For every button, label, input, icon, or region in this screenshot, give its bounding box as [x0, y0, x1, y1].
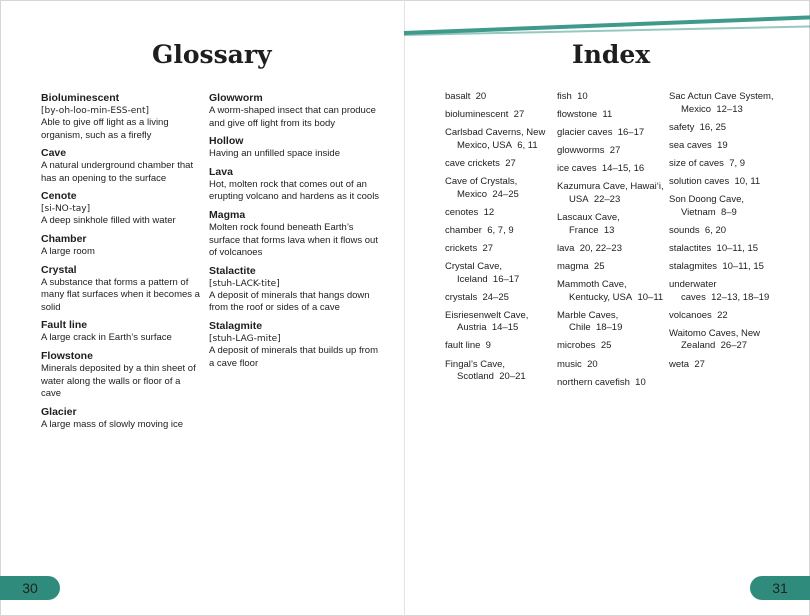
glossary-term: Cave [41, 147, 67, 160]
glossary-definition: Having an unfilled space inside [209, 148, 340, 160]
index-pages: 27 [609, 145, 621, 157]
index-term: Cave of Crystals, Mexico [445, 175, 518, 200]
index-entry [445, 109, 555, 122]
glossary-column-2 [209, 91, 381, 374]
index-entry [669, 194, 789, 219]
index-pages: 11 [602, 109, 613, 121]
glossary-definition: A worm-shaped insect that can produce and give off light from its body [209, 105, 376, 129]
index-term: size of caves [669, 157, 724, 169]
glossary-entry [209, 208, 381, 260]
index-entry [669, 122, 789, 135]
index-term: Lascaux Cave, France [557, 212, 620, 236]
glossary-definition: A large crack in Earth’s surface [41, 332, 172, 344]
index-pages: 12 [483, 206, 495, 218]
glossary-pronunciation: [by-oh-loo-min-ESS-ent] [41, 106, 150, 116]
glossary-definition: A natural underground chamber that has an opening to the surface [41, 160, 194, 184]
index-pages: 22–23 [593, 194, 621, 206]
index-term: underwater caves [669, 279, 717, 303]
index-entry [557, 279, 667, 304]
index-pages: 24–25 [482, 291, 509, 303]
index-term: stalactites [669, 242, 712, 254]
index-term: bioluminescent [445, 109, 509, 121]
index-entry [669, 91, 789, 116]
index-pages: 20 [587, 358, 598, 370]
index-entry [557, 91, 667, 104]
index-entry [557, 359, 667, 372]
index-term: stalagmites [669, 260, 718, 272]
index-entry [557, 310, 667, 335]
index-pages: 7, 9 [729, 157, 746, 169]
index-pages: 27 [482, 242, 494, 254]
index-entry [557, 261, 667, 274]
index-pages: 25 [600, 340, 612, 352]
index-pages: 16–17 [492, 273, 520, 285]
glossary-pronunciation: [stuh-LAG-mite] [209, 333, 281, 344]
index-entry [557, 243, 667, 256]
index-term: Sac Actun Cave System, Mexico [669, 91, 774, 115]
glossary-term: Glacier [41, 405, 77, 418]
index-pages: 20–21 [499, 371, 526, 383]
glossary-term: Crystal [41, 263, 77, 276]
index-pages: 19 [717, 139, 728, 151]
index-term: crystals [445, 291, 478, 303]
index-term: Mammoth Cave, Kentucky, USA [557, 279, 633, 303]
index-entry [445, 158, 555, 171]
glossary-term: Chamber [41, 232, 87, 245]
glossary-term: Bioluminescent [41, 92, 120, 104]
glossary-entry [209, 319, 381, 370]
index-entry [669, 310, 789, 323]
index-pages: 16–17 [617, 127, 645, 139]
index-entry [669, 261, 789, 274]
index-entry [557, 109, 667, 122]
index-entry [445, 225, 555, 238]
index-pages: 10–11 [637, 291, 664, 303]
index-term: Fingal’s Cave, Scotland [445, 358, 506, 383]
index-term: fish [557, 91, 572, 102]
index-term: Kazumura Cave, Hawai‘i, USA [557, 181, 664, 206]
index-entry [557, 377, 667, 390]
index-entry [445, 359, 555, 384]
glossary-definition: A substance that forms a pattern of many flat surfaces when it becomes a solid [41, 276, 200, 313]
index-pages: 27 [505, 157, 516, 169]
index-pages: 24–25 [492, 188, 519, 200]
glossary-term: Stalactite [209, 264, 256, 277]
index-term: northern cavefish [557, 376, 630, 388]
index-entry [557, 145, 667, 158]
index-pages: 26–27 [720, 340, 748, 352]
index-entry [445, 261, 555, 286]
index-term: music [557, 358, 582, 370]
glossary-entry [41, 232, 203, 259]
index-pages: 6, 11 [517, 139, 538, 151]
index-pages: 13 [603, 224, 615, 236]
index-term: cave crickets [445, 157, 500, 169]
index-term: Marble Caves, Chile [557, 309, 619, 334]
index-entry [445, 310, 555, 335]
index-pages: 18–19 [595, 322, 623, 334]
glossary-term: Magma [209, 208, 246, 221]
glossary-definition: Molten rock found beneath Earth’s surface that forms lava when it flows out of volcanoes [209, 221, 378, 259]
index-term: Son Doong Cave, Vietnam [669, 194, 744, 218]
index-entry [445, 340, 555, 353]
index-pages: 12–13 [716, 103, 743, 115]
index-pages: 16, 25 [699, 121, 727, 133]
glossary-entry [41, 263, 203, 315]
glossary-term: Lava [209, 165, 233, 178]
index-entry [445, 207, 555, 220]
index-pages: 8–9 [720, 206, 737, 218]
index-pages: 10, 11 [734, 175, 761, 187]
index-title: Index [572, 40, 651, 69]
glossary-term: Fault line [41, 319, 88, 332]
index-pages: 22 [717, 309, 728, 321]
index-pages: 20, 22–23 [579, 242, 622, 254]
glossary-entry [41, 91, 203, 142]
index-entry [669, 243, 789, 256]
index-term: magma [557, 260, 589, 272]
glossary-entry [209, 264, 381, 315]
glossary-definition: Hot, molten rock that comes out of an erupting volcano and hardens as it cools [209, 178, 380, 203]
index-term: solution caves [669, 175, 730, 187]
glossary-title: Glossary [152, 40, 272, 69]
glossary-definition: Able to give off light as a living organism, such as a firefly [41, 117, 169, 141]
index-term: volcanoes [669, 309, 712, 321]
index-entry [669, 140, 789, 153]
index-pages: 12–13, 18–19 [711, 291, 770, 303]
glossary-entry [209, 134, 381, 161]
glossary-entry [209, 165, 381, 204]
index-term: crickets [445, 242, 478, 254]
index-pages: 6, 7, 9 [487, 224, 514, 236]
index-entry [445, 292, 555, 305]
index-term: Waitomo Caves, New Zealand [669, 327, 760, 352]
index-term: fault line [445, 340, 481, 352]
index-term: basalt [445, 91, 471, 102]
index-term: glacier caves [557, 127, 613, 139]
index-pages: 10–11, 15 [716, 242, 759, 254]
glossary-entry [41, 318, 203, 345]
index-entry [445, 243, 555, 256]
glossary-definition: A deposit of minerals that hangs down from the roof or sides of a cave [209, 289, 370, 314]
spine-gutter [404, 0, 405, 616]
glossary-entry [41, 189, 203, 228]
index-pages: 10–11, 15 [722, 260, 764, 272]
index-entry [669, 359, 789, 372]
glossary-entry [41, 349, 203, 401]
index-pages: 14–15, 16 [601, 163, 645, 175]
index-column-1 [445, 91, 555, 389]
index-entry [669, 225, 789, 238]
index-pages: 20 [475, 91, 487, 102]
index-column-3 [669, 91, 789, 377]
index-pages: 27 [694, 358, 705, 370]
index-term: microbes [557, 340, 596, 352]
index-entry [669, 176, 789, 189]
index-pages: 14–15 [491, 322, 519, 334]
index-entry [445, 127, 555, 152]
index-entry [557, 127, 667, 140]
index-term: sea caves [669, 139, 712, 151]
page-number-right: 31 [750, 576, 810, 600]
glossary-entry [41, 146, 203, 185]
glossary-term: Glowworm [209, 92, 263, 104]
index-entry [445, 91, 555, 104]
index-column-2 [557, 91, 667, 395]
glossary-column-1 [41, 91, 203, 435]
index-term: safety [669, 121, 695, 133]
index-pages: 25 [593, 260, 605, 272]
glossary-entry [209, 91, 381, 130]
index-entry [557, 181, 667, 206]
page-number-left: 30 [0, 576, 60, 600]
index-pages: 27 [513, 109, 525, 121]
glossary-pronunciation: [stuh-LACK-tite] [209, 278, 280, 289]
index-term: Crystal Cave, Iceland [445, 260, 503, 285]
glossary-definition: A deep sinkhole filled with water [41, 215, 176, 227]
index-entry [557, 163, 667, 176]
index-entry [669, 158, 789, 171]
index-pages: 10 [635, 376, 646, 388]
index-entry [445, 176, 555, 201]
glossary-definition: A large room [41, 245, 95, 257]
index-term: Carlsbad Caverns, New Mexico, USA [445, 127, 546, 151]
glossary-definition: A deposit of minerals that builds up from a cave floor [209, 344, 378, 369]
index-entry [557, 340, 667, 353]
glossary-entry [41, 405, 203, 432]
index-term: ice caves [557, 163, 597, 175]
index-term: cenotes [445, 206, 479, 218]
index-term: Eisriesenwelt Cave, Austria [445, 309, 529, 334]
index-pages: 10 [577, 91, 588, 102]
glossary-definition: Minerals deposited by a thin sheet of water along the walls or floor of a cave [41, 362, 196, 400]
index-term: lava [557, 242, 575, 254]
glossary-term: Hollow [209, 135, 244, 148]
index-term: weta [669, 358, 690, 370]
index-entry [669, 279, 789, 304]
glossary-term: Stalagmite [209, 319, 263, 332]
index-pages: 6, 20 [704, 224, 727, 236]
glossary-definition: A large mass of slowly moving ice [41, 418, 184, 430]
index-pages: 9 [485, 340, 491, 352]
glossary-term: Cenote [41, 190, 77, 203]
index-entry [557, 212, 667, 237]
index-term: glowworms [557, 145, 605, 157]
index-term: flowstone [557, 109, 598, 121]
index-term: sounds [669, 224, 700, 236]
index-entry [669, 328, 789, 353]
glossary-term: Flowstone [41, 349, 93, 362]
index-term: chamber [445, 224, 482, 236]
glossary-pronunciation: [si-NO-tay] [41, 204, 91, 215]
